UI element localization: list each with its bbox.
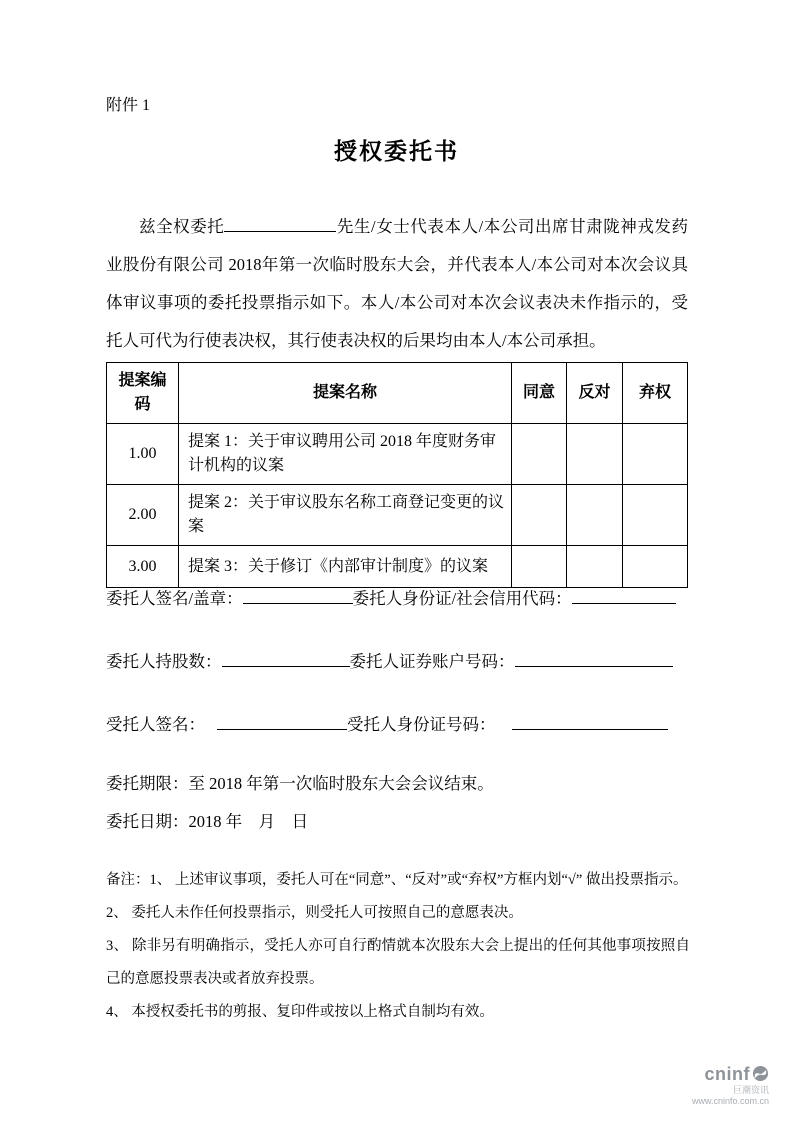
vote-abstain-cell <box>623 485 688 546</box>
proposal-vote-table <box>106 362 688 588</box>
vote-against-cell <box>567 485 623 546</box>
footer-brand <box>692 1064 769 1106</box>
cninfo-logo <box>692 1064 769 1085</box>
proposal-name: 提案 1：关于审议聘用公司 2018 年度财务审计机构的议案 <box>179 424 512 485</box>
principal-account-blank <box>515 650 673 667</box>
proposal-code: 3.00 <box>107 546 179 588</box>
authorization-paragraph <box>106 208 688 360</box>
footer-brand-name: 巨潮资讯 <box>732 1085 769 1096</box>
vote-agree-cell <box>512 546 567 588</box>
col-header-proposal-code: 提案编码 <box>107 363 179 424</box>
paragraph-text-before-blank: 兹全权委托 <box>139 217 225 236</box>
attachment-label: 附件 1 <box>106 97 151 114</box>
signature-row <box>106 648 688 672</box>
proposal-code: 1.00 <box>107 424 179 485</box>
authorization-date: 委托日期：2018 年 月 日 <box>106 812 309 831</box>
table-row <box>107 485 688 546</box>
col-header-proposal-name: 提案名称 <box>179 363 512 424</box>
note-item: 3、 除非另有明确指示，受托人亦可自行酌情就本次股东大会上提出的任何其他事项按照自己的意愿投票表决或者放弃投票。 <box>106 938 690 987</box>
trustee-name-blank <box>224 215 336 232</box>
footer-url: www.cninfo.com.cn <box>691 1095 769 1106</box>
paragraph-text-after-blank: 先生/女士代表本人/本公司出席甘肃陇神戎发药业股份有限公司 2018年第一次临时股东大会，并代表本人/本公司对本次会议具体审议事项的委托投票指示如下。本人/本公司对本次会议表决未作指示的，受托人可代为行使表决权，其行使表决权的后果均由本人/本公司承担。 <box>106 217 689 350</box>
col-header-against: 反对 <box>567 363 623 424</box>
vote-against-cell <box>567 424 623 485</box>
proposal-code: 2.00 <box>107 485 179 546</box>
table-row <box>107 424 688 485</box>
signature-row <box>106 711 688 735</box>
note-item: 备注：1、 上述审议事项，委托人可在“同意”、“反对”或“弃权”方框内划“√” 做出投票指示。 <box>106 872 688 888</box>
notes-section <box>106 864 690 1029</box>
field-label-principal-id: 委托人身份证/社会信用代码： <box>352 589 572 608</box>
principal-shares-blank <box>222 650 350 667</box>
field-label-principal-account: 委托人证券账户号码： <box>349 652 515 671</box>
trustee-id-blank <box>512 713 668 730</box>
field-label-trustee-signature: 受托人签名： <box>106 715 205 734</box>
col-header-abstain: 弃权 <box>623 363 688 424</box>
proposal-name: 提案 3：关于修订《内部审计制度》的议案 <box>179 546 512 588</box>
cninfo-logo-text: cninf <box>704 1063 750 1084</box>
table-row <box>107 546 688 588</box>
vote-agree-cell <box>512 424 567 485</box>
signature-row <box>106 585 688 609</box>
field-label-principal-signature: 委托人签名/盖章： <box>106 589 243 608</box>
col-header-agree: 同意 <box>512 363 567 424</box>
principal-signature-blank <box>243 587 353 604</box>
cninfo-logo-icon <box>752 1065 769 1082</box>
document-title: 授权委托书 <box>334 139 459 164</box>
note-item: 4、 本授权委托书的剪报、复印件或按以上格式自制均有效。 <box>106 1004 494 1020</box>
field-label-trustee-id: 受托人身份证号码： <box>347 715 496 734</box>
table-header-row <box>107 363 688 424</box>
vote-abstain-cell <box>623 546 688 588</box>
authorization-period: 委托期限：至 2018 年第一次临时股东大会会议结束。 <box>106 774 494 793</box>
vote-abstain-cell <box>623 424 688 485</box>
vote-agree-cell <box>512 485 567 546</box>
trustee-signature-blank <box>217 713 347 730</box>
note-item: 2、 委托人未作任何投票指示，则受托人可按照自己的意愿表决。 <box>106 905 523 921</box>
vote-against-cell <box>567 546 623 588</box>
field-label-principal-shares: 委托人持股数： <box>106 652 222 671</box>
proposal-name: 提案 2：关于审议股东名称工商登记变更的议案 <box>179 485 512 546</box>
principal-id-blank <box>572 587 676 604</box>
